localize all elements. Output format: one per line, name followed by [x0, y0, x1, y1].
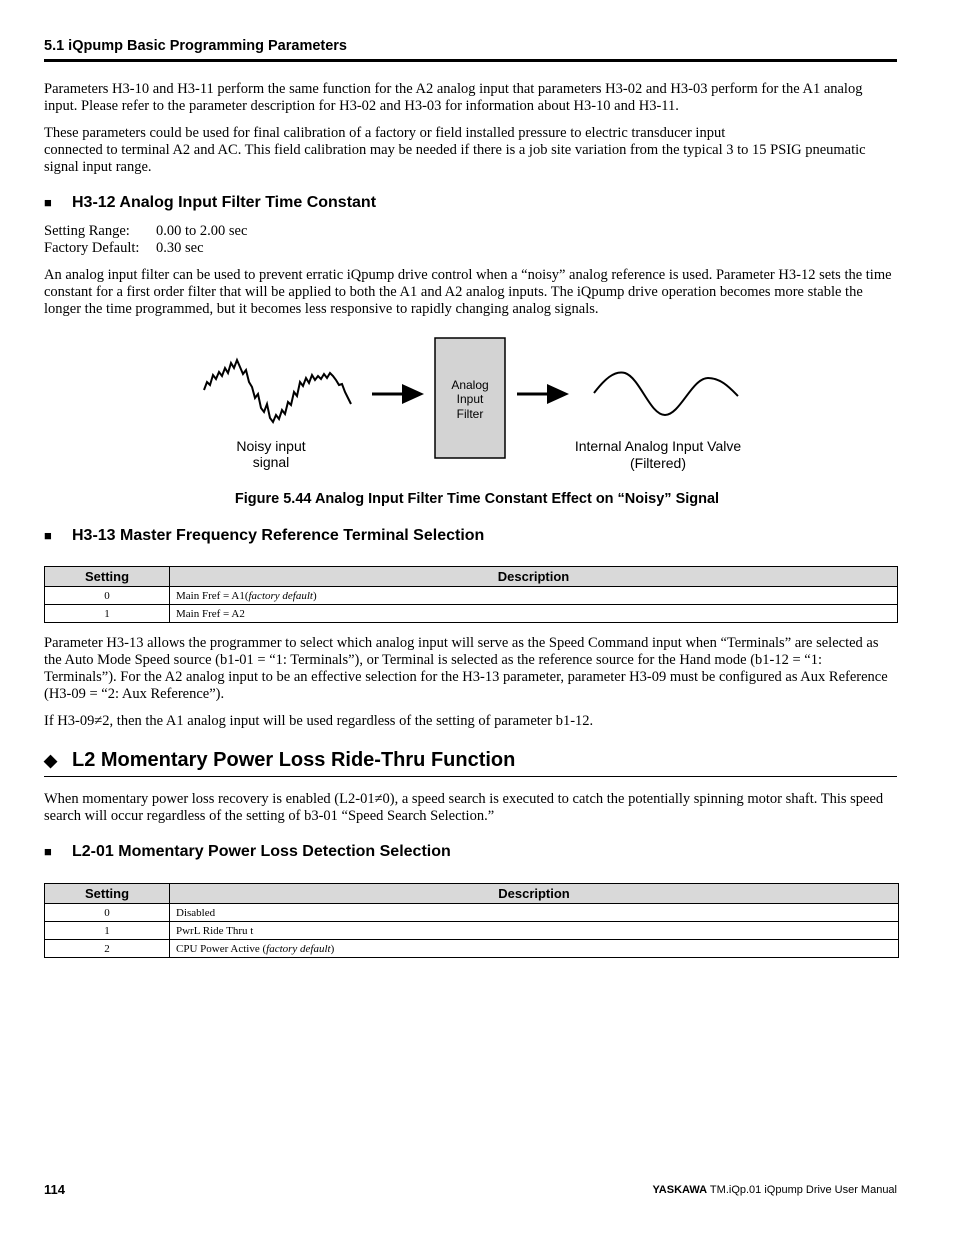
- setting-cell: 0: [45, 904, 170, 922]
- setting-range-value: 0.00 to 2.00 sec: [156, 223, 248, 239]
- description-end: ): [312, 589, 317, 602]
- description-cell: PwrL Ride Thru t: [170, 922, 899, 940]
- setting-column-header: Setting: [45, 567, 170, 587]
- filter-figure: [0, 330, 954, 490]
- footer-brand: YASKAWA: [652, 1184, 708, 1196]
- description-emphasis: factory default: [248, 589, 313, 602]
- description-column-header: Description: [170, 567, 898, 587]
- right-arrow-icon: [547, 384, 569, 404]
- table-header-row: [45, 567, 898, 587]
- section-rule: [44, 776, 897, 777]
- h3-13-heading: [44, 527, 484, 545]
- filter-box-line1: Analog: [451, 378, 489, 392]
- filtered-signal-waveform: [594, 372, 738, 415]
- h3-12-description: An analog input filter can be used to prevent erratic iQpump drive control when a “noisy” analog reference is used. Parameter H3-12 sets the time constant for a first order filter that will be applied to both the A1 and A2 analog inputs. The iQpump drive operation becomes more stable the longer the time programmed, but it becomes less responsive to rapidly changing analog signals.: [44, 267, 892, 317]
- table-row: [45, 605, 898, 623]
- h3-12-title: H3-12 Analog Input Filter Time Constant: [72, 194, 377, 211]
- noisy-label-line2: signal: [252, 454, 290, 470]
- table-header-row: [45, 884, 899, 904]
- h3-13-paragraph-1: Parameter H3-13 allows the programmer to select which analog input will serve as the Speed Command input when “Terminals” are selected as the Auto Mode Speed source (b1-01 = “1: Terminals”), or Terminal is selected as the reference source for the Hand mode (b1-12 = “1: Terminals”). For the A2 analog input to be an effective selection for the H3-13 parameter, parameter H3-09 must be configured as Aux Reference (H3-09 = “2: Aux Reference”).: [44, 635, 888, 702]
- h3-12-settings: [44, 223, 247, 257]
- footer-manual-title: [652, 1184, 897, 1196]
- table-row: [45, 940, 899, 958]
- filtered-label-line2: (Filtered): [629, 455, 687, 471]
- setting-cell: 0: [45, 587, 170, 605]
- filtered-label-line1: Internal Analog Input Valve: [574, 438, 742, 454]
- l2-paragraph: When momentary power loss recovery is enabled (L2-01≠0), a speed search is executed to catch the potentially spinning motor shaft. This speed search will occur regardless of the setting of b3-01 “Speed Search Selection.”: [44, 791, 884, 824]
- h3-13-title: H3-13 Master Frequency Reference Terminal Selection: [72, 527, 485, 544]
- setting-column-header: Setting: [45, 884, 170, 904]
- filter-box-line2: Input: [456, 392, 484, 406]
- l2-01-table: [44, 883, 899, 958]
- description-cell: [170, 605, 898, 623]
- table-row: [45, 922, 899, 940]
- factory-default-value: 0.30 sec: [156, 240, 204, 256]
- footer-manual: TM.iQp.01 iQpump Drive User Manual: [707, 1184, 897, 1196]
- setting-cell: 2: [45, 940, 170, 958]
- setting-cell: 1: [45, 922, 170, 940]
- table-row: [45, 587, 898, 605]
- factory-default-label: Factory Default:: [44, 240, 140, 256]
- header-rule: [44, 59, 897, 62]
- description-text: CPU Power Active (: [176, 942, 267, 955]
- right-arrow-icon: [402, 384, 424, 404]
- intro-paragraph-2-line1: These parameters could be used for final calibration of a factory or field installed pressure to electric transducer input: [44, 125, 726, 141]
- description-end: ): [330, 942, 335, 955]
- h3-13-paragraph-2: If H3-09≠2, then the A1 analog input will be used regardless of the setting of parameter b1-12.: [44, 713, 594, 729]
- noisy-label-line1: Noisy input: [236, 438, 306, 454]
- intro-paragraph-1: Parameters H3-10 and H3-11 perform the same function for the A2 analog input that parameters H3-02 and H3-03 perform for the A1 analog input. Please refer to the parameter description for H3-02 and H3-03 for information about H3-10 and H3-11.: [44, 81, 863, 114]
- noisy-signal-waveform: [204, 360, 351, 422]
- description-cell: [170, 940, 899, 958]
- table-row: [45, 904, 899, 922]
- l2-01-heading: [44, 843, 451, 861]
- setting-cell: 1: [45, 605, 170, 623]
- square-bullet-icon: ■: [44, 844, 52, 859]
- square-bullet-icon: ■: [44, 195, 52, 210]
- square-bullet-icon: ■: [44, 528, 52, 543]
- intro-paragraph-2: [44, 125, 897, 176]
- description-text: Main Fref = A2: [176, 607, 245, 620]
- description-column-header: Description: [170, 884, 899, 904]
- figure-caption: Figure 5.44 Analog Input Filter Time Constant Effect on “Noisy” Signal: [234, 491, 720, 507]
- description-cell: [170, 587, 898, 605]
- h3-13-table: [44, 566, 898, 623]
- intro-paragraph-2-rest: connected to terminal A2 and AC. This field calibration may be needed if there is a job site variation from the typical 3 to 15 PSIG pneumatic signal input range.: [44, 142, 866, 175]
- description-cell: Disabled: [170, 904, 899, 922]
- filter-box-line3: Filter: [456, 407, 484, 421]
- diamond-bullet-icon: ◆: [44, 751, 58, 770]
- setting-range-label: Setting Range:: [44, 223, 130, 239]
- page-number: 114: [44, 1182, 65, 1197]
- h3-12-heading: [44, 194, 376, 212]
- description-text: Main Fref = A1(: [176, 589, 249, 602]
- description-emphasis: factory default: [266, 942, 331, 955]
- section-header: 5.1 iQpump Basic Programming Parameters: [44, 38, 347, 54]
- l2-section-heading: [44, 749, 515, 772]
- l2-01-title: L2-01 Momentary Power Loss Detection Selection: [72, 843, 451, 860]
- l2-section-title: L2 Momentary Power Loss Ride-Thru Function: [72, 749, 516, 771]
